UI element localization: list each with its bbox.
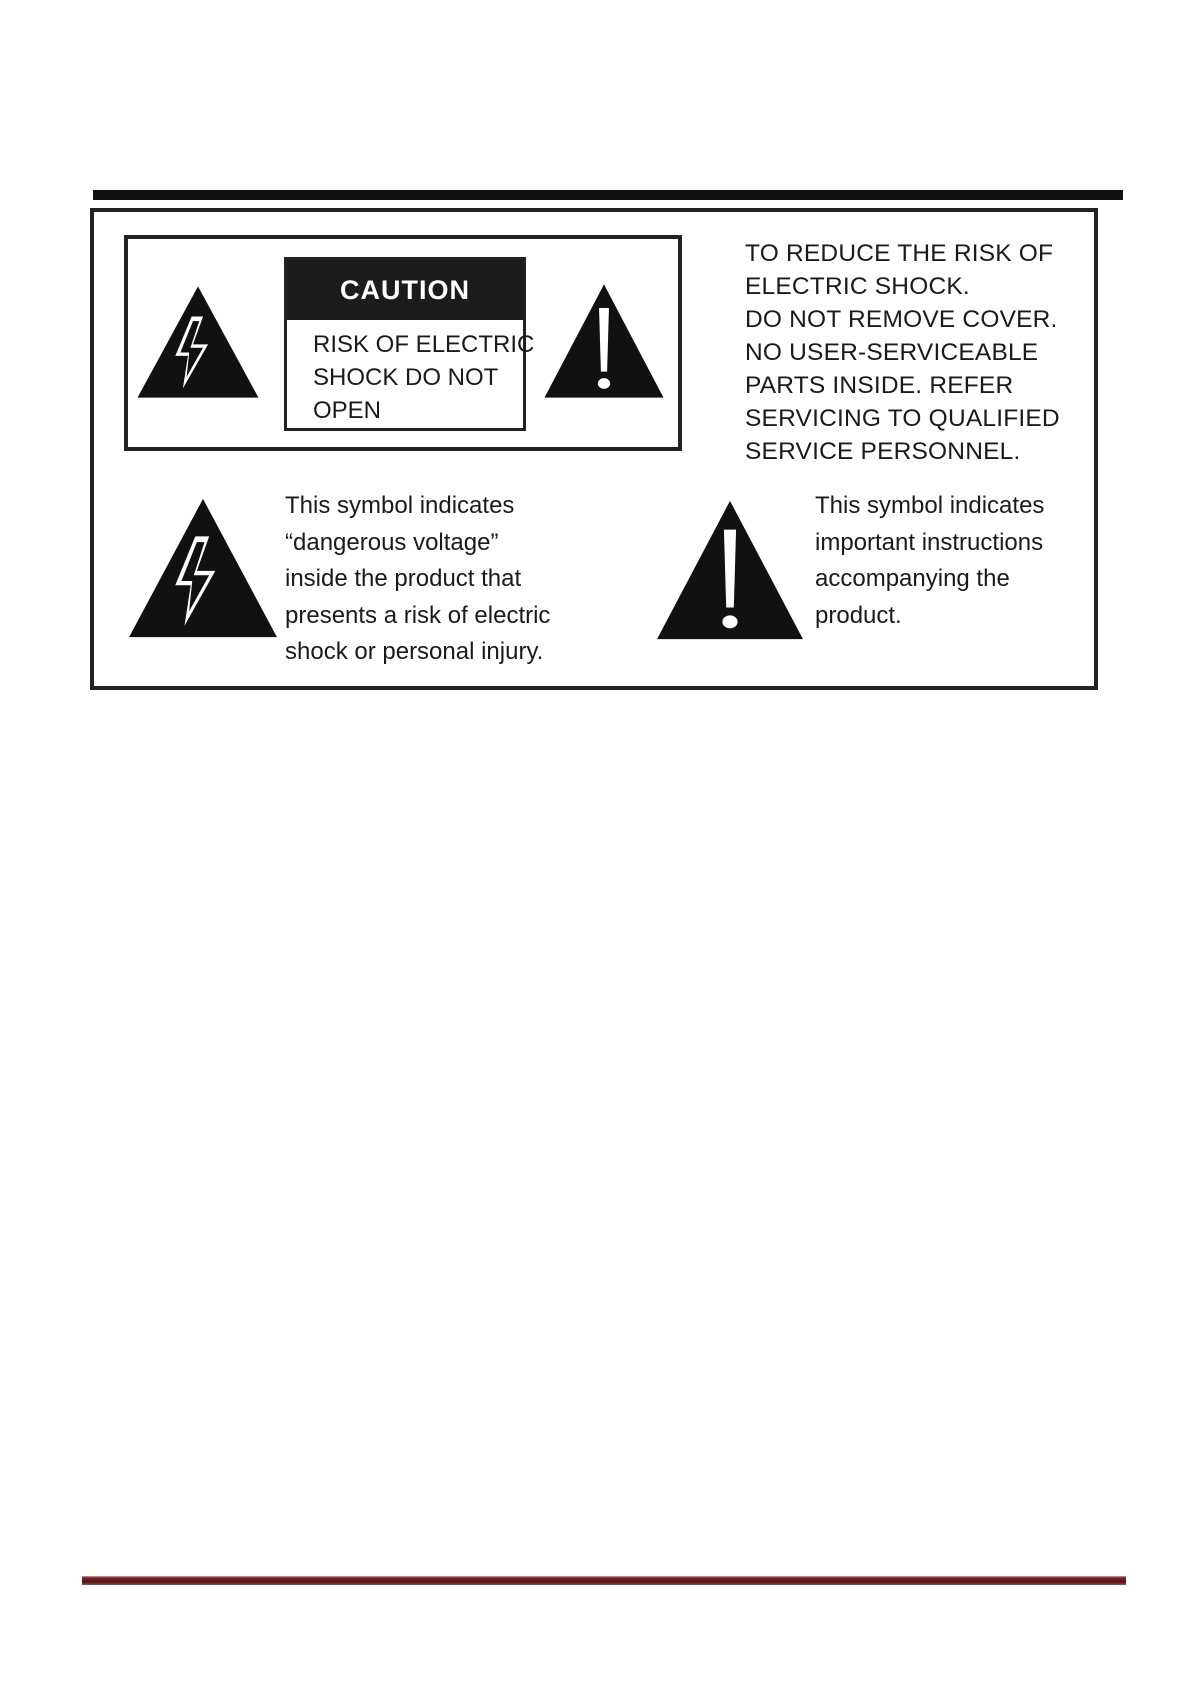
caution-body: [287, 320, 535, 427]
voltage-symbol-description: [285, 488, 550, 671]
description-line: inside the product that: [285, 565, 522, 592]
exclamation-triangle-icon: [654, 498, 806, 642]
warning-line: PARTS INSIDE. REFER: [745, 372, 1014, 399]
description-line: accompanying the: [815, 565, 1010, 592]
top-rule: [93, 190, 1123, 200]
warning-line: DO NOT REMOVE COVER.: [745, 306, 1058, 333]
caution-line: RISK OF ELECTRIC: [313, 331, 535, 358]
description-line: presents a risk of electric: [285, 601, 551, 629]
description-line: product.: [815, 601, 902, 629]
warning-line: ELECTRIC SHOCK.: [745, 273, 970, 300]
caution-line: SHOCK DO NOT: [313, 364, 499, 391]
description-line: important instructions: [815, 528, 1044, 556]
lightning-bolt-triangle-icon: [126, 496, 280, 640]
description-line: shock or personal injury.: [285, 638, 544, 665]
lightning-bolt-triangle-icon: [135, 284, 261, 400]
description-line: This symbol indicates: [285, 492, 515, 519]
warning-line: SERVICE PERSONNEL.: [745, 438, 1021, 465]
instruction-symbol-description: [815, 488, 1044, 634]
caution-header: CAUTION: [287, 260, 523, 320]
exclamation-triangle-icon: [542, 282, 666, 400]
caution-label: [284, 257, 535, 431]
caution-line: OPEN: [313, 397, 382, 424]
warning-text: [745, 237, 1060, 468]
warning-line: SERVICING TO QUALIFIED: [745, 405, 1060, 432]
footer-rule: [82, 1576, 1126, 1585]
warning-line: TO REDUCE THE RISK OF: [745, 240, 1054, 267]
description-line: “dangerous voltage”: [285, 528, 499, 556]
warning-line: NO USER-SERVICEABLE: [745, 339, 1039, 366]
description-line: This symbol indicates: [815, 492, 1045, 519]
